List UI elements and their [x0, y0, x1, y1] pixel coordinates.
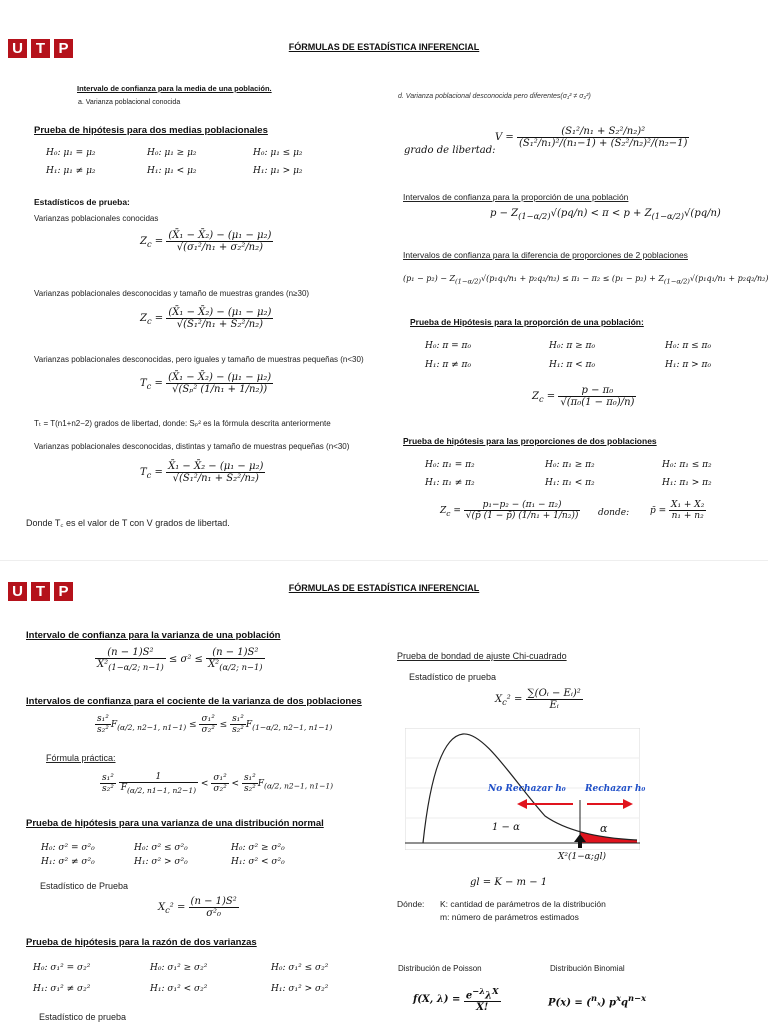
page-divider — [0, 560, 768, 561]
critical-value-label: X²(1−α;gl) — [558, 852, 607, 862]
hypothesis: H₁: π₁ > π₂ — [662, 478, 712, 488]
formula-poisson: f(X, λ) = $\frac{e^{-\lambda}\lambda^X}{X!}$ — [413, 986, 499, 1014]
logo-letter: T — [31, 39, 50, 58]
stat-label: Estadístico de prueba — [39, 1012, 127, 1022]
section-heading: Prueba de hipótesis para las proporciones de dos poblaciones — [403, 436, 657, 446]
hypothesis: H₀: σ₁² ≥ σ₂² — [150, 963, 208, 973]
hypothesis: H₀: σ₁² ≤ σ₂² — [271, 963, 329, 973]
formula-ci-diff-prop: $(p_1 - p_2) - Z_{(1-\alpha/2)}√(p_1q_1/n_1 + p_2q_2/n_2) \le \pi_1 - \pi_2 \le (p_1 - p_2) + Z_{(1-\alpha/2)}√(p_1q_1/n_1 + p_2q_2/n_2)$ — [403, 274, 768, 286]
section-heading: Prueba de bondad de ajuste Chi-cuadrado — [397, 651, 567, 661]
formula-ci-variance: $\frac{\text{(n − 1)S²}}{X^2_{(1-\alpha/2; n-1)}}$ ≤ σ² ≤ $\frac{\text{(n − 1)S²}}{X^2_{(\alpha/2; n-1)}}$ — [97, 647, 263, 672]
df-formula: gl = K − m − 1 — [470, 877, 548, 888]
section-heading: Intervalos de confianza para la proporción de una población — [403, 192, 629, 202]
section-heading: Prueba de hipótesis para la razón de dos varianzas — [26, 937, 257, 948]
hypothesis: H₁: σ₁² < σ₂² — [150, 984, 208, 994]
page-title: FÓRMULAS DE ESTADÍSTICA INFERENCIAL — [288, 583, 480, 593]
logo-letter: U — [8, 582, 27, 601]
donde-label: Dónde: — [397, 899, 425, 909]
hypothesis: H₁: π > π₀ — [665, 360, 712, 370]
donde-label: donde: — [598, 508, 630, 518]
df-label: grado de libertad: — [404, 145, 496, 156]
section-heading: Intervalo de confianza para la media de una población. — [77, 84, 272, 93]
formula-t-welch: $T_c$ = $\frac{\text{X̄₁ − X̄₂ − (μ₁ − μ₂)}}{\text{√(S₁²/n₁ + S₂²/n₂)}}$ — [140, 461, 264, 484]
donde-m: m: número de parámetros estimados — [440, 912, 579, 922]
formula-chi-gof: $X_c^2$ = $\frac{\text{∑(Oᵢ − Eᵢ)²}}{\text{Eᵢ}}$ — [495, 688, 581, 711]
binomial-label: Distribución Binomial — [550, 964, 625, 973]
case-label: d. Varianza poblacional desconocida pero diferentes(σ₁² ≠ σ₂²) — [398, 93, 591, 100]
hypothesis: H₁: σ² < σ²₀ — [231, 857, 285, 867]
formula-z-two-props: $Z_c$ = $\frac{\text{p₁−p₂ − (π₁ − π₂)}}{\text{√(p̄ (1 − p̄) (1/n₁ + 1/n₂))}}$ — [440, 500, 579, 521]
hypothesis: H₀: π₁ ≥ π₂ — [545, 460, 595, 470]
hypothesis: H₀: σ² ≥ σ²₀ — [231, 843, 285, 853]
formula-p-pooled: p̄ = $\frac{\text{X₁ + X₂}}{\text{n₁ + n₂}}$ — [650, 500, 705, 521]
formula-z-large: $Z_c$ = $\frac{\text{(X̄₁ − X̄₂) − (μ₁ − μ₂)}}{\text{√(S₁²/n₁ + S₂²/n₂)}}$ — [140, 307, 272, 330]
formula-chi-var: $X_c^2$ = $\frac{\text{(n − 1)S²}}{\text{σ²₀}}$ — [158, 896, 237, 919]
hypothesis: H₁: μ₁ < μ₂ — [147, 166, 197, 176]
logo-letter: T — [31, 582, 50, 601]
df-note: Tₜ = T(n1+n2−2) grados de libertad, donde: Sₚ² es la fórmula descrita anteriormente — [34, 419, 331, 428]
hypothesis: H₀: π = π₀ — [425, 341, 472, 351]
hypothesis: H₁: π₁ ≠ π₂ — [425, 478, 475, 488]
hypothesis: H₁: σ² > σ²₀ — [134, 857, 188, 867]
logo-letter: P — [54, 39, 73, 58]
formula-ci-prop: $p - Z_{(1-\alpha/2)}√(pq/n) < \pi < p + Z_{(1-\alpha/2)}√(pq/n)$ — [490, 208, 721, 221]
case-label: Varianzas poblacionales desconocidas y tamaño de muestras grandes (n≥30) — [34, 289, 310, 298]
hypothesis: H₀: π ≥ π₀ — [549, 341, 596, 351]
section-heading: Estadísticos de prueba: — [34, 197, 130, 207]
case-label: Varianzas poblacionales desconocidas, pero iguales y tamaño de muestras pequeñas (n<30) — [34, 355, 364, 364]
reject-label: Rechazar h₀ — [585, 784, 646, 794]
no-reject-label: No Rechazar h₀ — [488, 784, 566, 794]
acceptance-area-label: 1 − α — [492, 822, 520, 833]
case-label: Varianzas poblacionales desconocidas, distintas y tamaño de muestras pequeñas (n<30) — [34, 442, 350, 451]
section-heading: Prueba de hipótesis para dos medias poblacionales — [34, 125, 268, 136]
hypothesis: H₁: σ² ≠ σ²₀ — [41, 857, 95, 867]
hypothesis: H₁: π₁ < π₂ — [545, 478, 595, 488]
section-heading: Intervalo de confianza para la varianza de una población — [26, 630, 281, 641]
stat-label: Estadístico de prueba — [409, 672, 497, 682]
formula-ci-ratio: $\frac{\text{s₁²}}{\text{s₂²}}$ $F_{(\alpha/2, n2-1, n1-1)}$ ≤ $\frac{\text{σ₁²}}{\text{σ₂²}}$ ≤ $\frac{\text{s₁²}}{\text{s₂²}}$ $F_{(1-\alpha/2, n2-1, n1-1)}$ — [97, 714, 333, 735]
formula-welch-df: V = $\frac{\text{(S₁²/n₁ + S₂²/n₂)²}}{\text{(S₁²/n₁)²/(n₁−1) + (S₂²/n₂)²/(n₂−1)}}$ — [495, 126, 688, 149]
stat-label: Estadístico de Prueba — [40, 881, 129, 891]
footnote: Donde T꜀ es el valor de T con V grados de libertad. — [26, 518, 230, 528]
hypothesis: H₀: π ≤ π₀ — [665, 341, 712, 351]
formula-ci-ratio-practical: $\frac{\text{s₁²}}{\text{s₂²}}$ $\frac{1}{F_{(\alpha/2, n1-1, n2-1)}}$ < $\frac{\text{σ₁²}}{\text{σ₂²}}$ < $\frac{\text{s₁²}}{\text{s₂²}}$ $F_{(\alpha/2, n2-1, n1-1)}$ — [102, 772, 334, 795]
section-heading: Prueba de Hipótesis para la proporción de una población: — [410, 317, 644, 327]
hypothesis: H₀: μ₁ = μ₂ — [46, 148, 96, 158]
hypothesis: H₀: μ₁ ≥ μ₂ — [147, 148, 197, 158]
hypothesis: H₀: σ² = σ²₀ — [41, 843, 95, 853]
hypothesis: H₁: π < π₀ — [549, 360, 596, 370]
hypothesis: H₁: σ₁² > σ₂² — [271, 984, 329, 994]
section-heading: Intervalos de confianza para el cociente de la varianza de dos poblaciones — [26, 696, 362, 707]
hypothesis: H₀: π₁ = π₂ — [425, 460, 475, 470]
poisson-label: Distribución de Poisson — [398, 964, 482, 973]
hypothesis: H₁: μ₁ > μ₂ — [253, 166, 303, 176]
donde-k: K: cantidad de parámetros de la distribución — [440, 899, 606, 909]
subsection-label: a. Varianza poblacional conocida — [78, 99, 181, 106]
formula-t-pooled: $T_c$ = $\frac{\text{(X̄₁ − X̄₂) − (μ₁ − μ₂)}}{\text{√(Sₚ² (1/n₁ + 1/n₂))}}$ — [140, 372, 272, 395]
formula-binomial: P(x) = ($^n$ₓ) $p^xq^{n-x}$ — [548, 993, 647, 1009]
formula-z-known: $Z_c$ = $\frac{\text{(X̄₁ − X̄₂) − (μ₁ − μ₂)}}{\text{√(σ₁²/n₁ + σ₂²/n₂)}}$ — [140, 230, 272, 253]
subsection-label: Fórmula práctica: — [46, 753, 116, 763]
hypothesis: H₀: μ₁ ≤ μ₂ — [253, 148, 303, 158]
logo-letter: P — [54, 582, 73, 601]
hypothesis: H₀: σ₁² = σ₂² — [33, 963, 91, 973]
formula-z-prop: $Z_c$ = $\frac{\text{p − π₀}}{\text{√(π₀(1 − π₀)/n)}}$ — [532, 385, 635, 408]
hypothesis: H₀: σ² ≤ σ²₀ — [134, 843, 188, 853]
page-title: FÓRMULAS DE ESTADÍSTICA INFERENCIAL — [288, 42, 480, 52]
hypothesis: H₁: μ₁ ≠ μ₂ — [46, 166, 96, 176]
case-label: Varianzas poblacionales conocidas — [34, 214, 159, 223]
section-heading: Intervalos de confianza para la diferencia de proporciones de 2 poblaciones — [403, 250, 688, 260]
logo-letter: U — [8, 39, 27, 58]
alpha-label: α — [600, 822, 608, 835]
hypothesis: H₀: π₁ ≤ π₂ — [662, 460, 712, 470]
section-heading: Prueba de hipótesis para una varianza de una distribución normal — [26, 818, 324, 829]
hypothesis: H₁: σ₁² ≠ σ₂² — [33, 984, 91, 994]
hypothesis: H₁: π ≠ π₀ — [425, 360, 472, 370]
